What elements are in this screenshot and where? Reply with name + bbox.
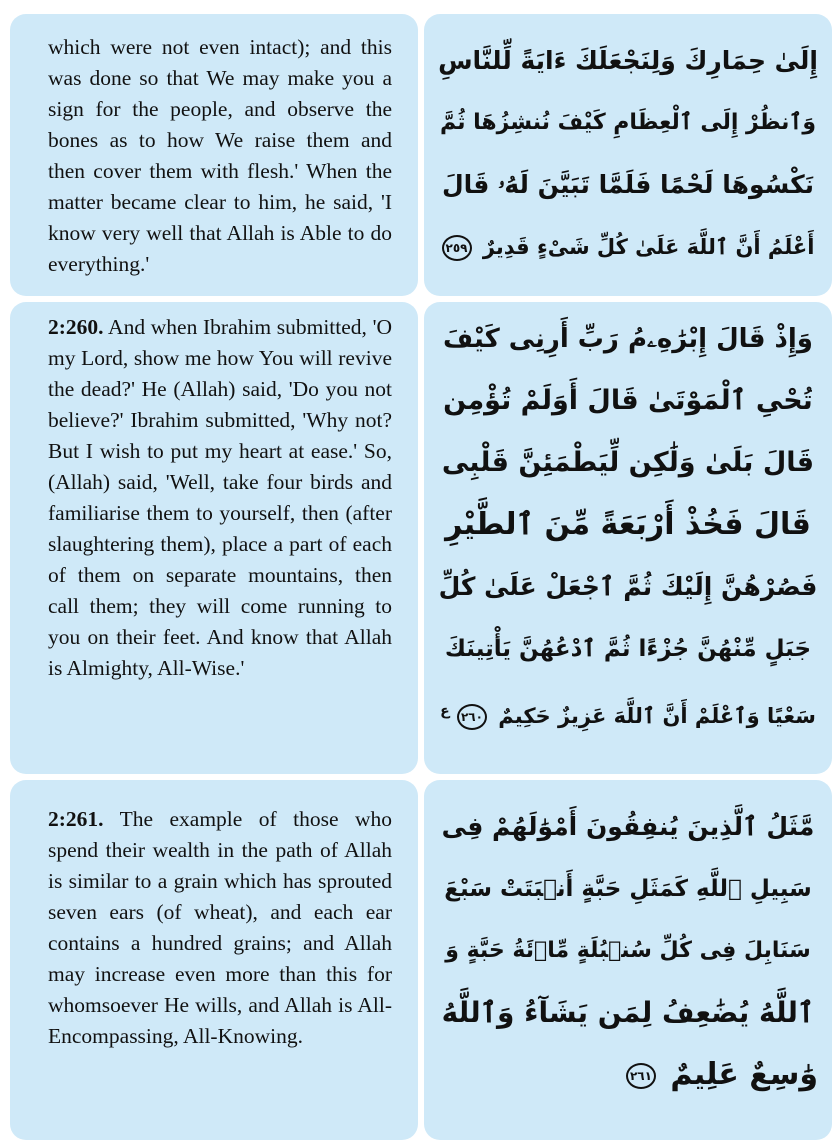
arabic-text-1 [424, 14, 832, 278]
arabic-text-2 [424, 302, 832, 742]
arabic-line-text: وَٰسِعٌ عَلِيمٌ [670, 1057, 818, 1092]
arabic-line: نَكْسُوهَا لَحْمًا فَلَمَّا تَبَيَّنَ لَهُۥ قَالَ [441, 170, 815, 199]
arabic-line: إِلَىٰ حِمَارِكَ وَلِنَجْعَلَكَ ءَايَةً لِّلنَّاسِ [438, 46, 818, 75]
arabic-line: جَبَلٍ مِّنْهُنَّ جُزْءًا ثُمَّ ٱدْعُهُنَّ يَأْتِينَكَ [444, 636, 812, 662]
arabic-panel-3 [424, 780, 832, 1140]
arabic-panel-1 [424, 14, 832, 296]
verse-end-marker: ٢٦٠ [457, 704, 487, 730]
arabic-line-text: أَعْلَمُ أَنَّ ٱللَّهَ عَلَىٰ كُلِّ شَىْءٍ قَدِيرٌ [482, 235, 815, 259]
arabic-line: مَّثَلُ ٱلَّذِينَ يُنفِقُونَ أَمْوَٰلَهُمْ فِى [441, 812, 815, 841]
arabic-line [438, 680, 818, 742]
arabic-line: وَٱنظُرْ إِلَى ٱلْعِظَامِ كَيْفَ نُنشِزُهَا ثُمَّ [440, 110, 816, 135]
arabic-line: قَالَ فَخُذْ أَرْبَعَةً مِّنَ ٱلطَّيْرِ [445, 507, 811, 542]
translation-panel-2 [10, 302, 418, 774]
arabic-panel-2 [424, 302, 832, 774]
verse-end-marker: ٢٥٩ [442, 235, 472, 261]
arabic-text-3 [424, 780, 832, 1106]
translation-panel-1 [10, 14, 418, 296]
arabic-line: تُحْىِ ٱلْمَوْتَىٰ قَالَ أَوَلَمْ تُؤْمِن [443, 385, 813, 416]
translation-body-2: And when Ibrahim submitted, 'O my Lord, show me how You will revive the dead?' He (Allah) said, 'Do you not believe?' Ibrahim submitted, 'Why not? But I wish to put my heart at ease.' So, (Allah) said, 'Well, take four birds and familiarise them to yourself, then (after slaughtering them), place a part of each of them on separate mountains, then call them; they will come running to you on their feet. And know that Allah is Almighty, All-Wise.' [48, 315, 392, 680]
verse-end-marker: ٢٦١ [626, 1063, 656, 1089]
arabic-line: سَبِيلِ ٱللَّهِ كَمَثَلِ حَبَّةٍ أَنۢبَتَتْ سَبْعَ [444, 876, 812, 902]
translation-body-3: The example of those who spend their wealth in the path of Allah is similar to a grain which has sprouted seven ears (of wheat), and each ear contains a hundred grains; and Allah may increase even more than this for whomsoever He wills, and Allah is All-Encompassing, All-Knowing. [48, 807, 392, 1048]
arabic-line: سَنَابِلَ فِى كُلِّ سُنۢبُلَةٍ مِّا۟ئَةُ حَبَّةٍ وَ [445, 938, 811, 963]
verse-ref-2: 2:260. [48, 315, 104, 339]
arabic-line [438, 1044, 818, 1106]
translation-panel-3 [10, 780, 418, 1140]
translation-text-3 [10, 780, 418, 1052]
arabic-line-text: سَعْيًا وَٱعْلَمْ أَنَّ ٱللَّهَ عَزِيزٌ حَكِيمٌ [498, 704, 816, 728]
arabic-line: قَالَ بَلَىٰ وَلَٰكِن لِّيَطْمَئِنَّ قَلْبِى [441, 447, 815, 478]
arabic-line: وَإِذْ قَالَ إِبْرَٰهِۦمُ رَبِّ أَرِنِى كَيْفَ [443, 324, 813, 354]
arabic-line: ٱللَّهُ يُضَٰعِفُ لِمَن يَشَآءُ وَٱللَّهُ [441, 996, 815, 1029]
translation-text-2 [10, 302, 418, 684]
translation-text-1 [10, 14, 418, 280]
translation-body-1: which were not even intact); and this was done so that We may make you a sign for the people, and observe the bones as to how We raise them and then cover them with flesh.' When the matter became clear to him, he said, 'I know very well that Allah is Able to do everything.' [48, 35, 392, 276]
verse-ref-3: 2:261. [48, 807, 104, 831]
ruku-marker: ع [440, 703, 450, 719]
arabic-line [438, 216, 818, 278]
arabic-line: فَصُرْهُنَّ إِلَيْكَ ثُمَّ ٱجْعَلْ عَلَىٰ كُلِّ [438, 572, 818, 601]
